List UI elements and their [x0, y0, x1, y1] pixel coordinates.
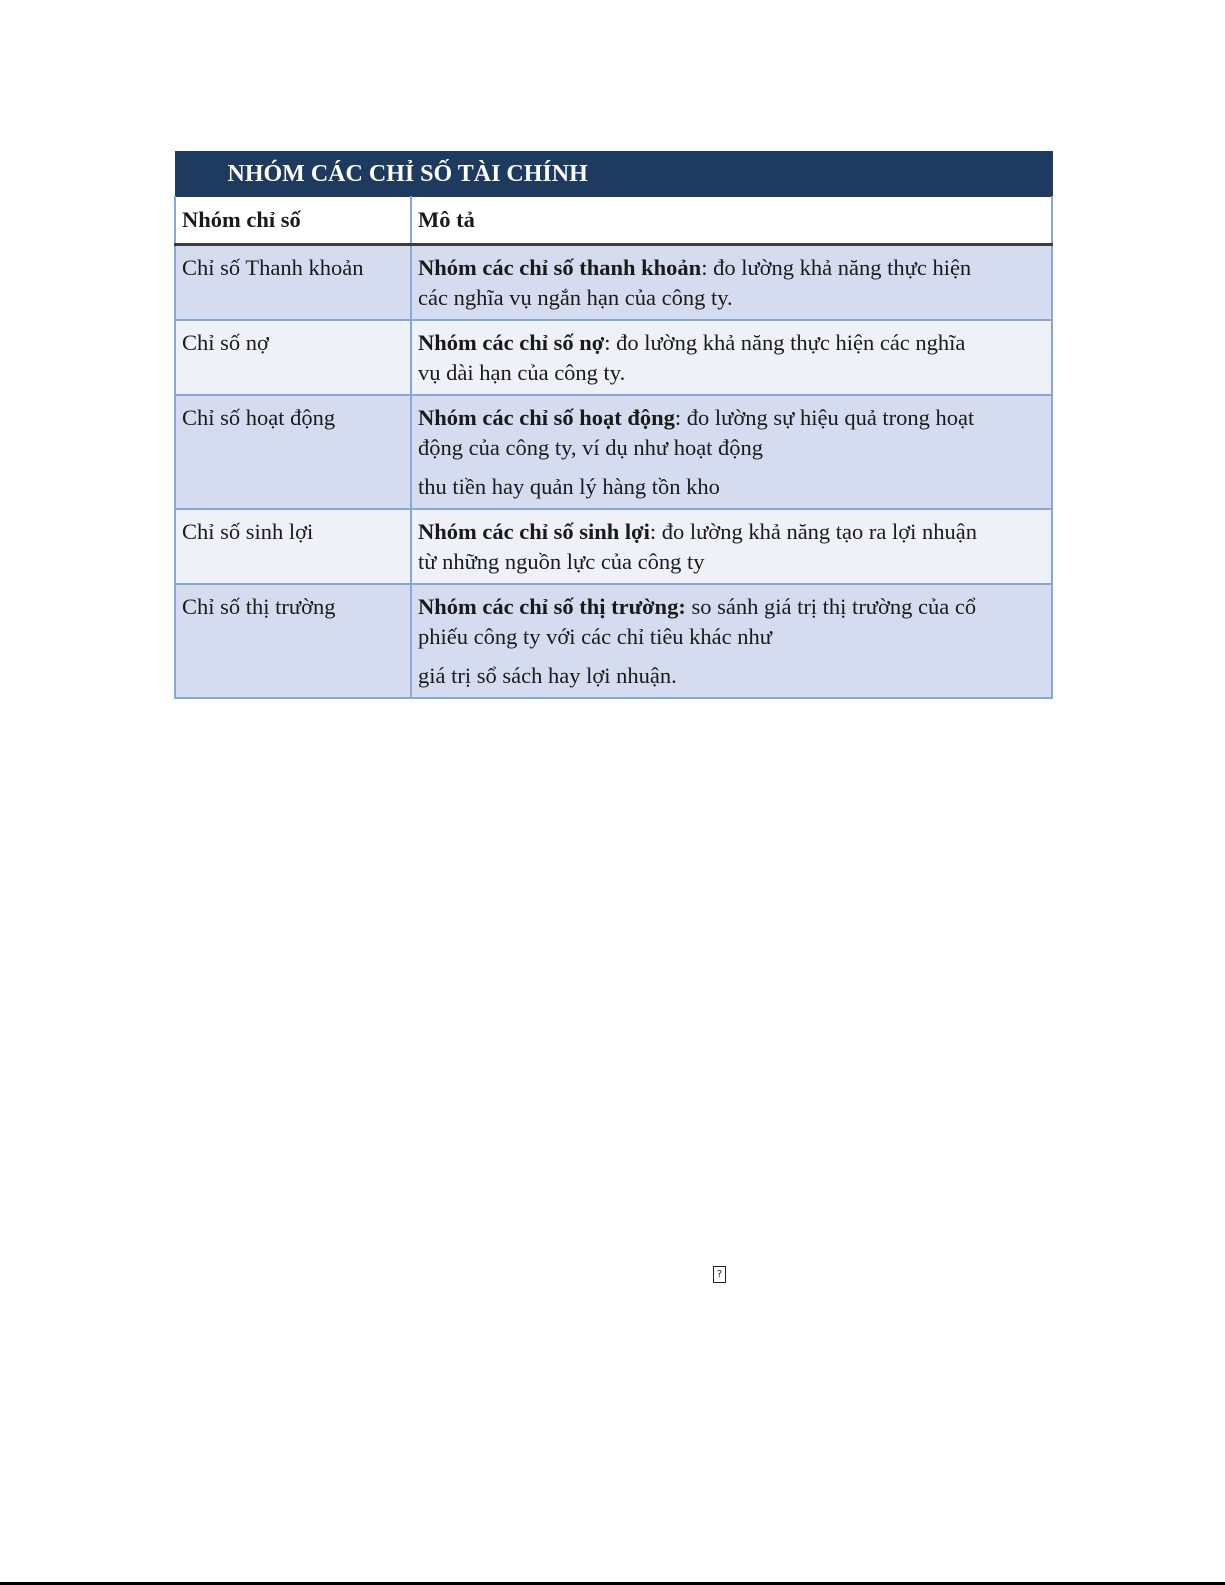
- table-row: [175, 320, 1052, 395]
- description-text: : đo lường khả năng thực hiện: [701, 255, 972, 280]
- description-line: từ những nguồn lực của công ty: [418, 549, 705, 574]
- description-term: Nhóm các chỉ số hoạt động: [418, 405, 675, 430]
- table-row: [175, 509, 1052, 584]
- description-line: động của công ty, ví dụ như hoạt động: [418, 435, 764, 460]
- group-name: Chỉ số nợ: [175, 320, 411, 395]
- description-text: : đo lường khả năng thực hiện các nghĩa: [604, 330, 966, 355]
- header-description: Mô tả: [411, 197, 1052, 245]
- description-line: vụ dài hạn của công ty.: [418, 360, 626, 385]
- description-term: Nhóm các chỉ số thị trường:: [418, 594, 686, 619]
- table-header-row: [175, 197, 1052, 245]
- table-row: [175, 584, 1052, 698]
- table-title: NHÓM CÁC CHỈ SỐ TÀI CHÍNH: [175, 152, 1052, 197]
- header-group: Nhóm chỉ số: [175, 197, 411, 245]
- group-name: Chỉ số thị trường: [175, 584, 411, 698]
- group-description: [411, 320, 1052, 395]
- table-row: [175, 395, 1052, 509]
- group-description: [411, 395, 1052, 509]
- description-term: Nhóm các chỉ số nợ: [418, 330, 605, 355]
- group-description: [411, 509, 1052, 584]
- description-term: Nhóm các chỉ số sinh lợi: [418, 519, 650, 544]
- description-text: so sánh giá trị thị trường của cổ: [685, 594, 977, 619]
- missing-glyph-box: ?: [713, 1266, 726, 1283]
- financial-ratios-table: [174, 151, 1053, 699]
- group-name: Chỉ số sinh lợi: [175, 509, 411, 584]
- group-name: Chỉ số Thanh khoản: [175, 245, 411, 321]
- table-row: [175, 245, 1052, 321]
- group-description: [411, 245, 1052, 321]
- description-line: các nghĩa vụ ngắn hạn của công ty.: [418, 285, 733, 310]
- description-text: : đo lường sự hiệu quả trong hoạt: [674, 405, 975, 430]
- description-line: giá trị sổ sách hay lợi nhuận.: [418, 663, 677, 688]
- group-description: [411, 584, 1052, 698]
- description-line: thu tiền hay quản lý hàng tồn kho: [418, 474, 720, 499]
- group-name: Chỉ số hoạt động: [175, 395, 411, 509]
- description-term: Nhóm các chỉ số thanh khoản: [418, 255, 702, 280]
- description-text: : đo lường khả năng tạo ra lợi nhuận: [649, 519, 978, 544]
- description-line: phiếu công ty với các chỉ tiêu khác như: [418, 624, 772, 649]
